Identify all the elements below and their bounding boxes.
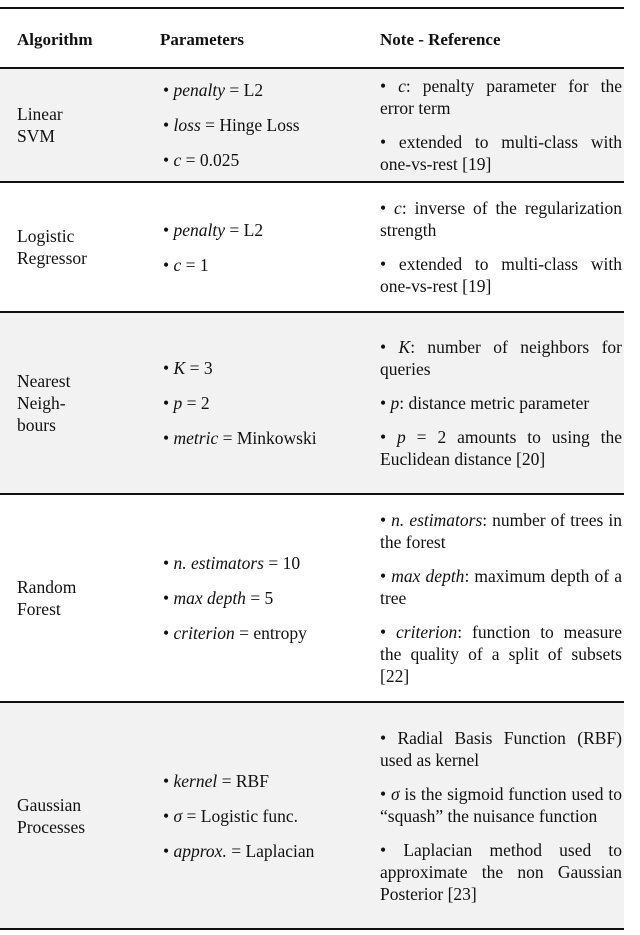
header-notes: Note - Reference	[380, 30, 501, 49]
algorithm-name-line: Nearest	[17, 371, 71, 391]
parameter-name: max depth	[173, 588, 246, 608]
algorithm-cell	[17, 69, 147, 181]
parameter-value: = 10	[263, 553, 301, 573]
header-algorithm: Algorithm	[17, 30, 93, 49]
parameter-value: = L2	[225, 219, 264, 240]
parameter-value: = Laplacian	[226, 840, 315, 861]
note-text: : distance metric parameter	[399, 393, 590, 413]
parameter-item: • c = 1	[163, 254, 209, 275]
parameter-value: = 0.025	[181, 150, 240, 170]
note-item: • c: penalty parameter for the error term	[380, 76, 622, 118]
algorithm-name-line: Logistic	[17, 226, 75, 246]
note-text: extended to multi-class with one-vs-rest [19]	[380, 254, 622, 296]
parameter-item: • loss = Hinge Loss	[163, 115, 300, 135]
parameter-item: • max depth = 5	[163, 588, 274, 608]
parameter-name: p	[173, 393, 183, 413]
table-row	[0, 183, 624, 311]
note-item: • p = 2 amounts to using the Euclidean distance [20]	[380, 427, 622, 469]
note-item: • K: number of neighbors for queries	[380, 337, 622, 379]
note-text: : number of neighbors for queries	[380, 337, 622, 379]
parameter-item: • c = 0.025	[163, 150, 240, 170]
parameter-item: • K = 3	[163, 358, 213, 378]
note-term: σ	[390, 783, 400, 804]
row-rule	[0, 928, 624, 930]
note-item: • max depth: maximum depth of a tree	[380, 566, 622, 608]
note-item: • extended to multi-class with one-vs-rest [19]	[380, 254, 622, 296]
parameter-name: penalty	[173, 80, 226, 100]
note-item: • p: distance metric parameter	[380, 393, 590, 413]
algorithm-name-line: Forest	[17, 599, 61, 619]
note-text: is the sigmoid function used to “squash” the nuisance function	[380, 783, 622, 826]
parameter-name: criterion	[173, 623, 235, 643]
parameter-item: • n. estimators = 10	[163, 553, 301, 573]
parameter-value: = entropy	[234, 623, 307, 643]
parameter-name: c	[173, 150, 182, 170]
table-row	[0, 69, 624, 181]
parameter-value: = Hinge Loss	[200, 115, 300, 135]
parameter-name: K	[173, 358, 186, 378]
note-term: p	[397, 427, 406, 447]
header-parameters: Parameters	[160, 30, 245, 49]
note-term: c	[398, 76, 406, 96]
parameter-item: • p = 2	[163, 393, 210, 413]
algorithm-name-line: Random	[17, 577, 77, 597]
parameter-item: • σ = Logistic func.	[163, 805, 298, 826]
algorithm-name-line: Processes	[17, 816, 86, 837]
parameters-cell	[163, 69, 373, 181]
note-text: : penalty parameter for the error term	[380, 76, 622, 118]
notes-cell	[380, 495, 622, 701]
table-header	[0, 8, 624, 68]
note-term: p	[390, 393, 400, 413]
parameter-name: approx.	[173, 840, 227, 861]
note-term: criterion	[396, 622, 458, 642]
note-text: Radial Basis Function (RBF) used as kernel	[380, 727, 622, 770]
note-item: • Laplacian method used to approximate the non Gaussian Posterior [23]	[380, 839, 622, 904]
note-text: Laplacian method used to approximate the non Gaussian Posterior [23]	[380, 839, 622, 904]
notes-cell	[380, 703, 622, 928]
notes-cell	[380, 69, 622, 181]
parameter-name: σ	[173, 805, 183, 826]
parameter-value: = Logistic func.	[182, 805, 298, 826]
parameter-name: penalty	[173, 219, 226, 240]
parameter-name: loss	[173, 115, 201, 135]
note-item: • σ is the sigmoid function used to “squash” the nuisance function	[380, 783, 622, 826]
table-row	[0, 313, 624, 493]
parameter-value: = 3	[185, 358, 213, 378]
note-term: max depth	[391, 566, 465, 586]
algorithm-name-line: Regressor	[17, 248, 87, 268]
note-text: : inverse of the regularization strength	[380, 198, 622, 240]
algorithm-name-line: Linear	[17, 104, 63, 124]
parameter-item: • metric = Minkowski	[163, 428, 317, 448]
parameter-value: = Minkowski	[218, 428, 317, 448]
parameters-cell	[163, 313, 373, 493]
algorithm-name-line: Neigh-	[17, 393, 66, 413]
note-text: : function to measure the quality of a split of subsets [22]	[380, 622, 622, 686]
note-text: : maximum depth of a tree	[380, 566, 622, 608]
note-item: • Radial Basis Function (RBF) used as kernel	[380, 727, 622, 770]
algorithm-cell	[17, 495, 147, 701]
parameter-value: = 5	[245, 588, 274, 608]
parameter-item: • criterion = entropy	[163, 623, 307, 643]
notes-cell	[380, 313, 622, 493]
note-term: n. estimators	[391, 510, 483, 530]
parameter-name: kernel	[173, 770, 218, 791]
parameter-name: metric	[173, 428, 219, 448]
note-item: • c: inverse of the regularization strength	[380, 198, 622, 240]
algorithm-name-line: SVM	[17, 126, 55, 146]
parameters-cell	[163, 703, 373, 928]
note-item: • n. estimators: number of trees in the forest	[380, 510, 622, 552]
parameter-value: = RBF	[217, 770, 269, 791]
note-term: c	[394, 198, 402, 218]
algorithm-cell	[17, 703, 147, 928]
note-text: = 2 amounts to using the Euclidean distance [20]	[380, 427, 622, 469]
algorithm-name-line: Gaussian	[17, 794, 82, 815]
parameter-value: = L2	[225, 80, 264, 100]
algorithm-cell	[17, 313, 147, 493]
notes-cell	[380, 183, 622, 311]
note-item: • extended to multi-class with one-vs-rest [19]	[380, 132, 622, 174]
algorithm-cell	[17, 183, 147, 311]
note-text: extended to multi-class with one-vs-rest [19]	[380, 132, 622, 174]
parameter-value: = 1	[181, 254, 209, 275]
parameters-cell	[163, 495, 373, 701]
table-row	[0, 495, 624, 701]
parameter-item: • kernel = RBF	[163, 770, 269, 791]
parameter-name: c	[173, 254, 182, 275]
parameter-item: • penalty = L2	[163, 219, 264, 240]
parameter-item: • penalty = L2	[163, 80, 264, 100]
table-row	[0, 703, 624, 928]
note-text: : number of trees in the forest	[380, 510, 622, 552]
note-term: K	[398, 337, 411, 357]
algorithm-name-line: bours	[17, 415, 56, 435]
note-item: • criterion: function to measure the quality of a split of subsets [22]	[380, 622, 622, 686]
parameter-value: = 2	[182, 393, 210, 413]
parameters-cell	[163, 183, 373, 311]
parameter-item: • approx. = Laplacian	[163, 840, 315, 861]
parameter-name: n. estimators	[173, 553, 264, 573]
